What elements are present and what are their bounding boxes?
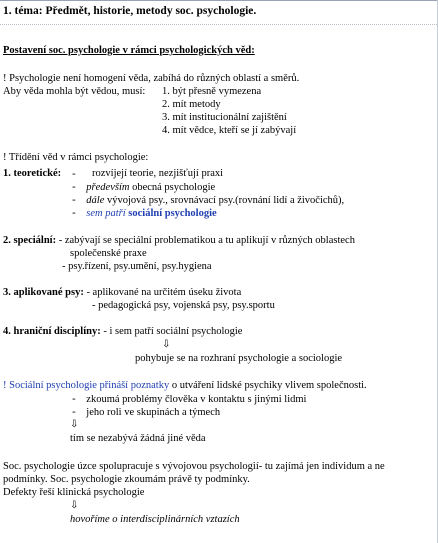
list-item: - dále vývojová psy., srovnávací psy.(rovnání lidí a živočichů), [72,194,345,206]
list-item: - zkoumá problémy člověka v kontaktu s jinými lidmi [72,393,307,405]
condition-item: 2. mít metody [162,99,221,110]
section-heading: Postavení soc. psychologie v rámci psychologických věd: [3,45,255,56]
borderline-note: pohybuje se na rozhraní psychologie a sociologie [135,353,343,364]
down-arrow-icon: ⇩ [162,339,171,350]
theoretical-item: rozvíjejí teorie, nezjišťují praxi [92,168,224,179]
condition-item: 4. mít vědce, kteří se jí zabývají [162,125,297,136]
condition-item: 3. mít institucionální zajištění [162,112,287,123]
list-item: - sem patří sociální psychologie [72,207,217,219]
list-item: - jeho roli ve skupinách a týmech [72,406,221,418]
special-line: společenské praxe [70,248,147,259]
closing-final: hovoříme o interdisciplinárních vztazích [70,514,240,525]
applied-row: 3. aplikované psy: - aplikované na určitém úseku života [3,287,242,298]
closing-line: podmínky. Soc. psychologie zkoumám právě ty podmínky. [3,474,250,485]
condition-item: 1. být přesně vymezena [162,86,262,97]
applied-examples: - pedagogická psy, vojenská psy, psy.sportu [92,300,275,311]
page-title: 1. téma: Předmět, historie, metody soc. psychologie. [3,5,257,17]
intro-line: ! Psychologie není homogení věda, zabíhá do různých oblastí a směrů. [3,73,300,84]
special-row: 2. speciální: - zabývají se speciální problematikou a tu aplikují v různých oblastech [3,235,355,246]
borderline-row: 4. hraniční disciplíny: - i sem patří sociální psychologie [3,326,243,337]
down-arrow-icon: ⇩ [70,419,79,430]
list-item: - především obecná psychologie [72,181,216,193]
closing-line: Defekty řeší klinická psychologie [3,487,145,498]
intro-lead: Aby věda mohla být vědou, musí: [3,86,146,97]
page-top-border [0,0,438,1]
social-conclusion: tím se nezabývá žádná jiné věda [70,433,206,444]
section-divider [0,24,437,25]
social-lead: ! Sociální psychologie přináší poznatky o utváření lidské psychiky vlivem společnosti. [3,380,367,391]
theoretical-label: 1. teoretické: [3,168,62,179]
special-examples: - psy.řízení, psy.umění, psy.hygiena [62,261,212,272]
division-lead: ! Třídění věd v rámci psychologie: [3,152,149,163]
list-item: - [72,168,76,180]
down-arrow-icon: ⇩ [70,500,79,511]
closing-line: Soc. psychologie úzce spolupracuje s vývojovou psychologií- tu zajímá jen individum a ne [3,461,385,472]
